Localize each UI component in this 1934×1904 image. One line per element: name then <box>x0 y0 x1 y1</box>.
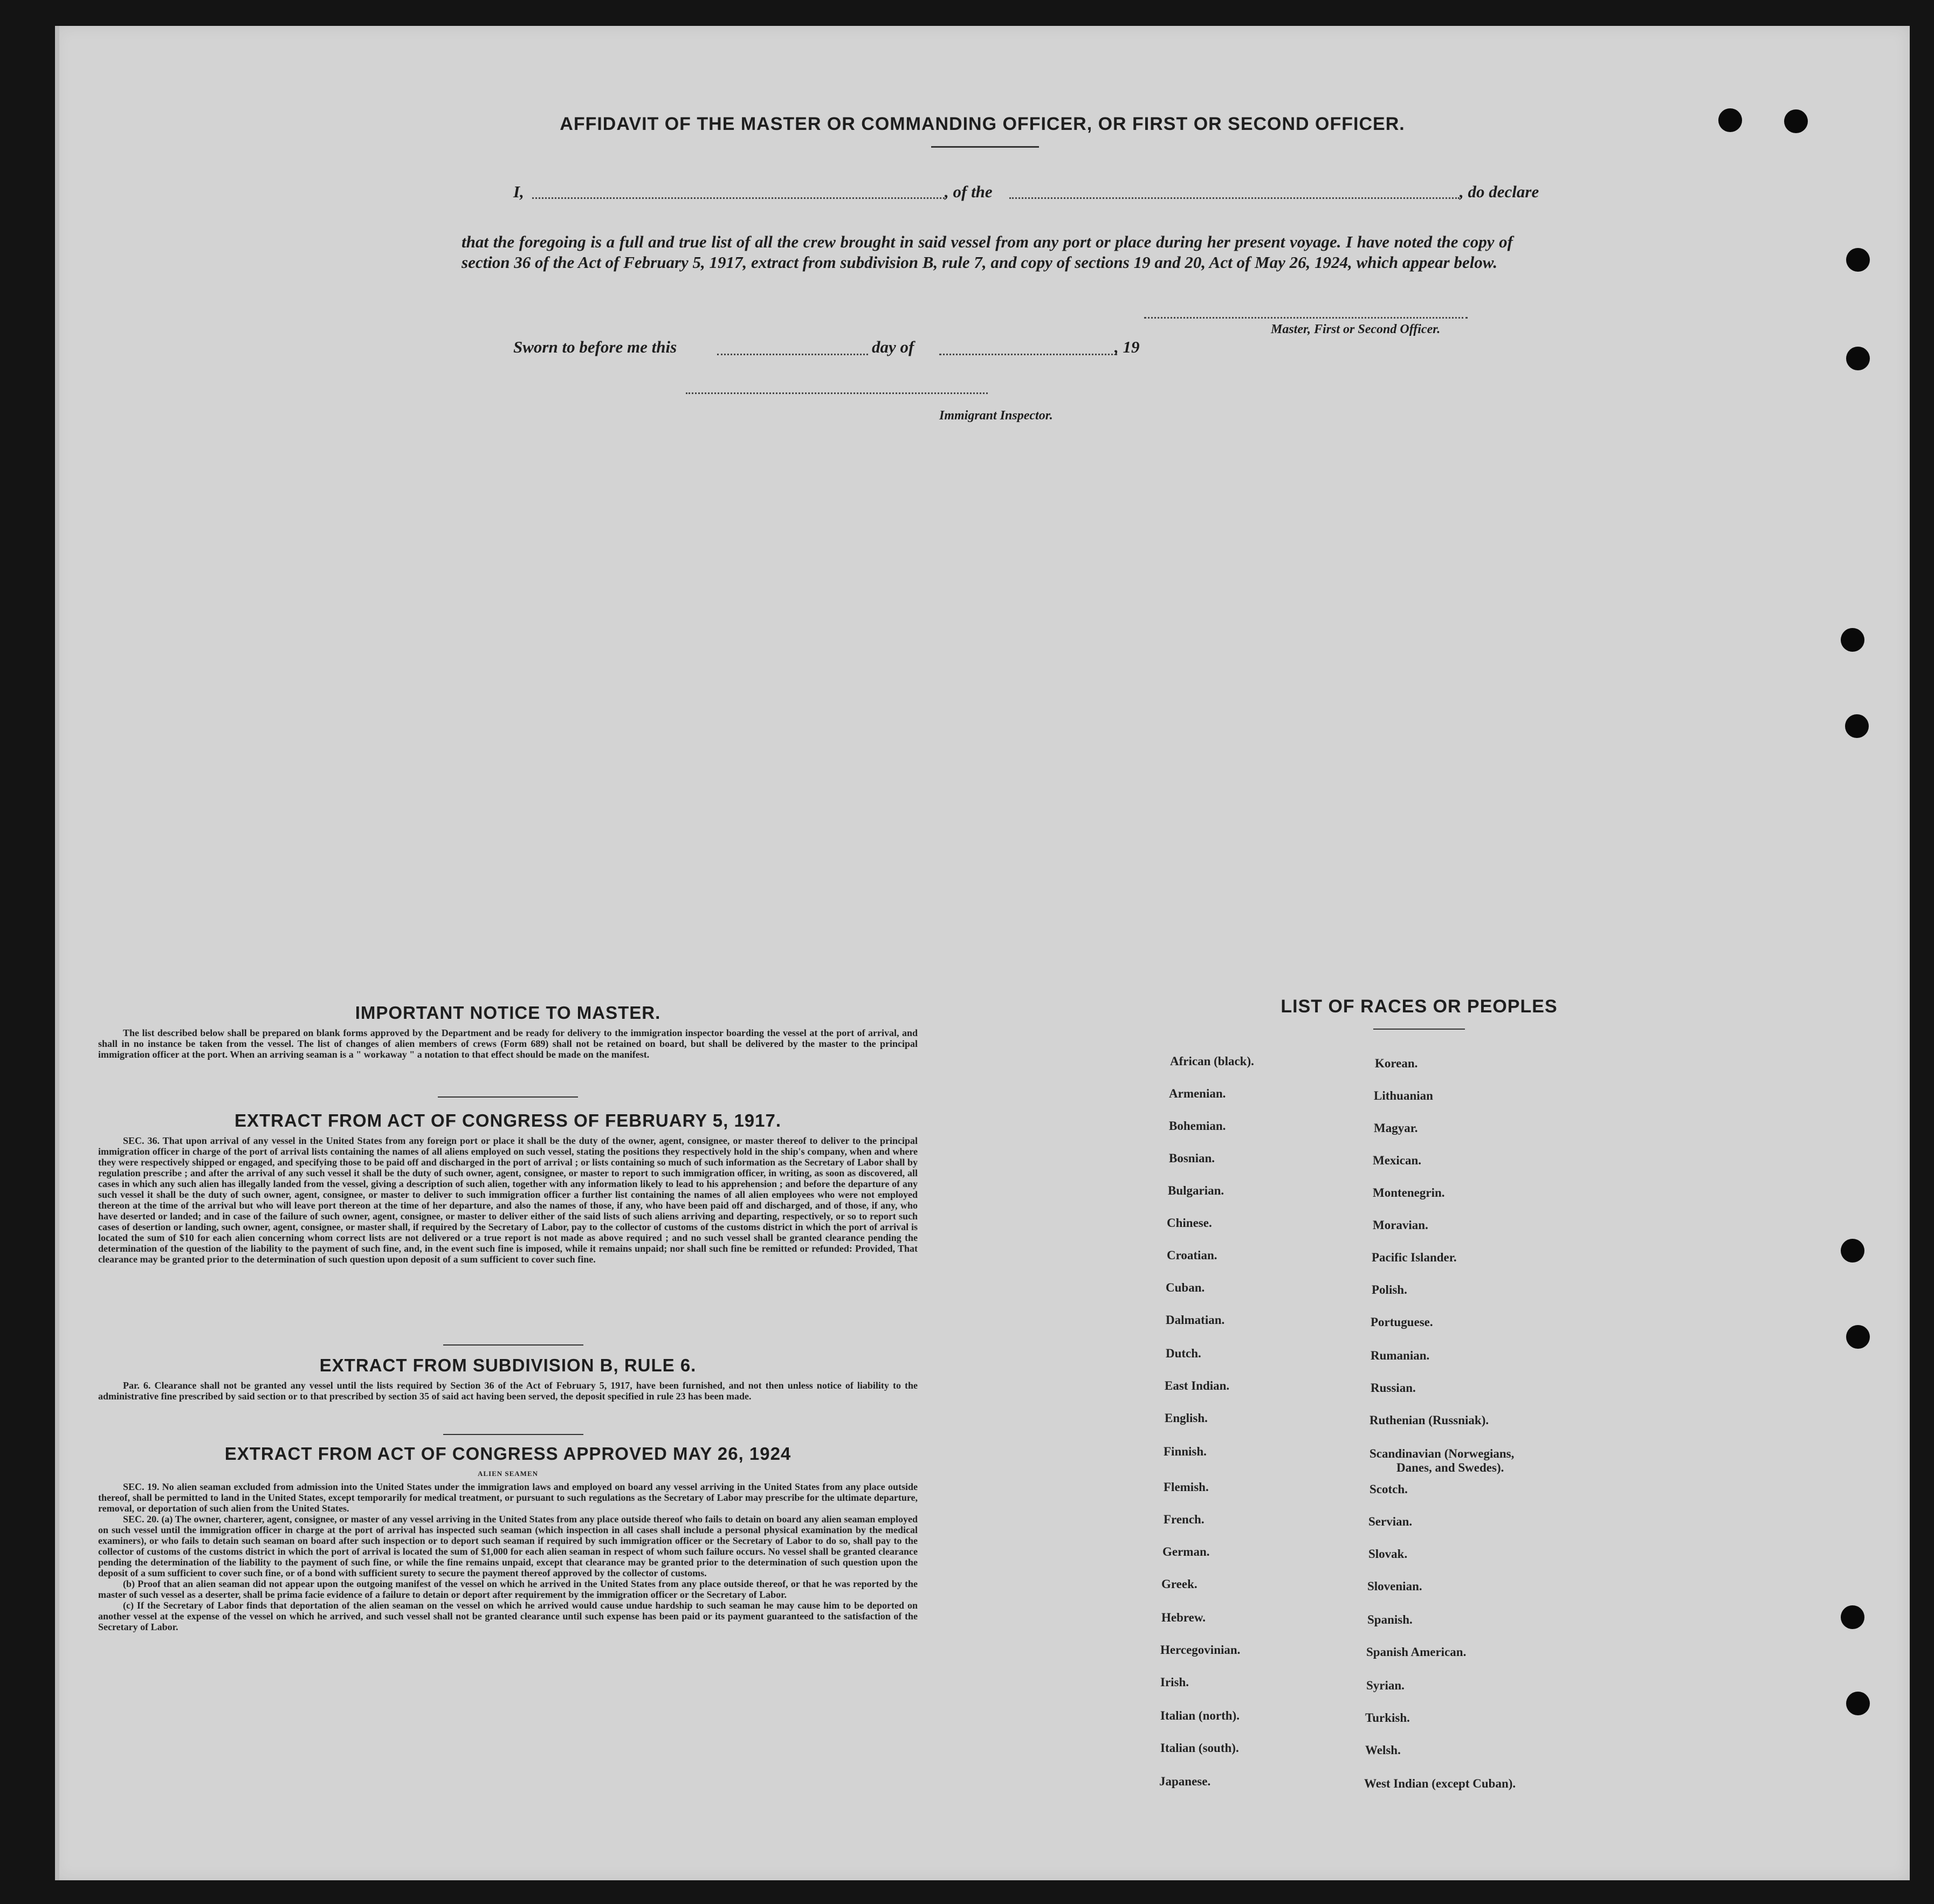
inspector-signature-line <box>686 392 988 394</box>
punch-hole <box>1846 1692 1870 1715</box>
notice-title: IMPORTANT NOTICE TO MASTER. <box>355 1003 661 1023</box>
race-item: Syrian. <box>1366 1679 1405 1692</box>
punch-hole <box>1845 714 1869 738</box>
document-page <box>55 26 1910 1880</box>
notice-paragraph: The list described below shall be prepared on blank forms approved by the Department and be ready for delivery to the immigration inspector boarding the vessel at the port of arrival, and shall in no instance be taken from the vessel. The list of changes of alien members of crews (Form 689) shall not be retained on board, but shall be delivered by the master to the principal immigration officer at the port. When an arriving seaman is a " workaway " a notation to that effect should be made on the manifest. <box>98 1027 918 1060</box>
race-item: Flemish. <box>1164 1480 1209 1494</box>
race-item: Scotch. <box>1369 1482 1408 1496</box>
punch-hole <box>1841 628 1864 652</box>
master-signature-label: Master, First or Second Officer. <box>1271 322 1441 336</box>
race-item: Moravian. <box>1373 1218 1428 1232</box>
race-item: Bulgarian. <box>1168 1184 1224 1197</box>
extract-1924-paragraph: (b) Proof that an alien seaman did not appear upon the outgoing manifest of the vessel on which he arrived in the United States from any place outside thereof, or that he was reported by the master of such vessel as a deserter, shall be prima facie evidence of a failure to detain or deport after requirement by the immigration officer or the Secretary of Labor. <box>98 1578 918 1600</box>
race-item: Pacific Islander. <box>1372 1251 1457 1264</box>
sworn-day-blank <box>717 354 868 355</box>
race-item: Hercegovinian. <box>1160 1643 1241 1657</box>
extract-1924-text <box>98 1481 918 1632</box>
race-item: Spanish American. <box>1366 1645 1467 1659</box>
extract-1917-title: EXTRACT FROM ACT OF CONGRESS OF FEBRUARY 5, 1917. <box>234 1110 782 1130</box>
extract-1924-paragraph: SEC. 20. (a) The owner, charterer, agent, consignee, or master of any vessel arriving in the United States from any place outside thereof who fails to detain on board any alien seaman employed on such vessel until the immigration officer in charge at the port of arrival has inspected such seaman (which inspection in all cases shall include a personal physical examination by the medical examiners), or who fails to detain such seaman on board after such inspection or to deport such seaman if required by such immigration officer or the Secretary of Labor to do so, shall pay to the collector of customs of the customs district in which the port of arrival is located the sum of $1,000 for each alien seaman in respect of whom such failure occurs. No vessel shall be granted clearance pending the determination of the liability to the payment of such fine, or while the fine remains unpaid, except that clearance may be granted prior to the determination of such question upon the deposit of a sum sufficient to cover such fine, or of a bond with sufficient surety to secure the payment thereof approved by the collector of customs. <box>98 1514 918 1578</box>
sworn-year: , 19 <box>1114 337 1140 356</box>
section-rule <box>443 1434 583 1435</box>
race-item: German. <box>1162 1545 1210 1558</box>
race-item: Magyar. <box>1374 1121 1418 1135</box>
affidavit-paragraph: that the foregoing is a full and true list of all the crew brought in said vessel from any port or place during her present voyage. I have noted the copy of section 36 of the Act of February 5, 1917, extract from subdivision B, rule 7, and copy of sections 19 and 20, Act of May 26, 1924, which appear below. <box>462 232 1513 272</box>
race-item: Slovenian. <box>1367 1579 1422 1593</box>
race-item: Welsh. <box>1365 1743 1401 1757</box>
extract-1924-subtitle: ALIEN SEAMEN <box>477 1470 539 1478</box>
race-item: Rumanian. <box>1371 1349 1430 1362</box>
race-item: Spanish. <box>1367 1613 1413 1626</box>
race-item: Montenegrin. <box>1373 1186 1445 1199</box>
race-item: French. <box>1164 1513 1205 1526</box>
race-item: East Indian. <box>1165 1379 1230 1392</box>
race-item: English. <box>1165 1411 1208 1425</box>
affidavit-title: AFFIDAVIT OF THE MASTER OR COMMANDING OFFICER, OR FIRST OR SECOND OFFICER. <box>560 114 1405 134</box>
race-item: Italian (north). <box>1160 1709 1240 1722</box>
race-item: Italian (south). <box>1160 1741 1239 1755</box>
name-blank-line <box>532 197 945 199</box>
sworn-day-of: day of <box>872 337 914 356</box>
extract-1924-title: EXTRACT FROM ACT OF CONGRESS APPROVED MAY 26, 1924 <box>224 1444 792 1464</box>
sworn-month-blank <box>939 354 1117 355</box>
race-item: Lithuanian <box>1374 1089 1433 1102</box>
race-item: Finnish. <box>1164 1445 1207 1458</box>
race-item: Irish. <box>1160 1675 1189 1689</box>
extract-rule6-paragraph: Par. 6. Clearance shall not be granted any vessel until the lists required by Section 36 of the Act of February 5, 1917, have been furnished, and not then unless notice of liability to the administrative fine prescribed by said section or to that prescribed by section 35 of said act having been served, the deposit specified in rule 23 has been made. <box>98 1380 918 1402</box>
race-item: Korean. <box>1375 1057 1418 1070</box>
race-item: Mexican. <box>1373 1154 1422 1167</box>
race-item: Turkish. <box>1365 1711 1410 1724</box>
section-rule <box>438 1096 578 1098</box>
affidavit-declare-label: , do declare <box>1460 182 1539 201</box>
extract-rule6-title: EXTRACT FROM SUBDIVISION B, RULE 6. <box>319 1355 697 1375</box>
affidavit-of-the-label: , of the <box>945 182 993 201</box>
race-item: African (black). <box>1170 1054 1254 1068</box>
punch-hole <box>1846 347 1870 370</box>
vessel-blank-line <box>1009 197 1460 199</box>
affidavit-i-label: I, <box>513 182 524 201</box>
race-item: Armenian. <box>1169 1087 1226 1100</box>
race-item: Croatian. <box>1167 1248 1217 1262</box>
race-item: Japanese. <box>1159 1775 1211 1788</box>
race-item: Chinese. <box>1167 1216 1212 1230</box>
race-item: Dutch. <box>1166 1347 1201 1360</box>
races-title-rule <box>1373 1029 1465 1030</box>
race-item: Greek. <box>1161 1577 1197 1591</box>
race-item: Dalmatian. <box>1166 1313 1225 1327</box>
notice-text <box>98 1027 918 1060</box>
race-item: Russian. <box>1371 1381 1416 1395</box>
race-item: Bohemian. <box>1169 1119 1226 1133</box>
section-rule <box>443 1344 583 1346</box>
sworn-prefix: Sworn to before me this <box>513 337 677 356</box>
extract-1917-text <box>98 1135 918 1265</box>
punch-hole <box>1841 1605 1864 1629</box>
race-item: Danes, and Swedes). <box>1396 1461 1504 1474</box>
extract-1917-paragraph: SEC. 36. That upon arrival of any vessel in the United States from any foreign port or place it shall be the duty of the owner, agent, consignee, or master thereof to deliver to the principal immigration officer in charge of the port of arrival lists containing the names of all aliens employed on such vessel, stating the positions they respectively hold in the ship's company, when and where they were respectively shipped or engaged, and specifying those to be paid off and discharged in the port of arrival ; or lists containing so much of such information as the Secretary of Labor shall by regulation prescribe ; and after the arrival of any such vessel it shall be the duty of such owner, agent, consignee, or master to report to such immigration officer, in writing, as soon as discovered, all cases in which any such alien has illegally landed from the vessel, giving a description of such alien, together with any information likely to lead to his apprehension ; and before the departure of any such vessel it shall be the duty of such owner, agent, consignee, or master to deliver to such immigration officer a further list containing the names of all alien employees who were not employed thereon at the time of the arrival but who will leave port thereon at the time of her departure, and also the names of those, if any, who have been paid off and discharged, and of those, if any, who have deserted or landed; and in case of the failure of such owner, agent, consignee, or master to deliver either of the said lists of such aliens arriving and departing, respectively, or so to report such cases of desertion or landing, such owner, agent, consignee, or master shall, if required by the Secretary of Labor, pay to the collector of customs of the customs district in which the port of arrival is located the sum of $10 for each alien concerning whom correct lists are not delivered or a true report is not made as above required ; and no such vessel shall be granted clearance pending the determination of the question of the liability to the payment of such fine, and, in the event such fine is imposed, while it remains unpaid; nor shall such fine be remitted or refunded: Provided, That clearance may be granted prior to the determination of such question upon deposit of a sum sufficient to cover such fine. <box>98 1135 918 1265</box>
extract-rule6-text <box>98 1380 918 1402</box>
punch-hole <box>1841 1239 1864 1263</box>
punch-hole <box>1846 248 1870 272</box>
race-item: Portuguese. <box>1371 1315 1433 1329</box>
race-item: Polish. <box>1372 1283 1407 1296</box>
race-item: Cuban. <box>1166 1281 1205 1294</box>
race-item: Ruthenian (Russniak). <box>1369 1413 1489 1427</box>
race-item: Bosnian. <box>1169 1151 1215 1165</box>
inspector-signature-label: Immigrant Inspector. <box>939 409 1053 423</box>
race-item: Servian. <box>1368 1515 1413 1528</box>
master-signature-line <box>1144 317 1468 319</box>
page-left-edge <box>55 26 59 1880</box>
race-item: Scandinavian (Norwegians, <box>1369 1447 1515 1460</box>
race-item: Hebrew. <box>1161 1611 1206 1624</box>
race-item: Slovak. <box>1368 1547 1408 1561</box>
extract-1924-paragraph: SEC. 19. No alien seaman excluded from admission into the United States under the immigration laws and employed on board any vessel arriving in the United States from any place outside thereof, shall be permitted to land in the United States, except temporarily for medical treatment, or pursuant to such regulations as the Secretary of Labor may prescribe for the ultimate departure, removal, or deportation of such alien from the United States. <box>98 1481 918 1514</box>
punch-hole <box>1846 1325 1870 1349</box>
title-rule <box>931 146 1039 148</box>
race-item: West Indian (except Cuban). <box>1364 1777 1516 1790</box>
races-title: LIST OF RACES OR PEOPLES <box>1281 996 1558 1017</box>
extract-1924-paragraph: (c) If the Secretary of Labor finds that deportation of the alien seaman on the vessel on which he arrived would cause undue hardship to such seaman he may cause him to be deported on another vessel at the expense of the vessel on which he arrived, and such vessel shall not be granted clearance until such expense has been paid or its payment guaranteed to the satisfaction of the Secretary of Labor. <box>98 1600 918 1632</box>
